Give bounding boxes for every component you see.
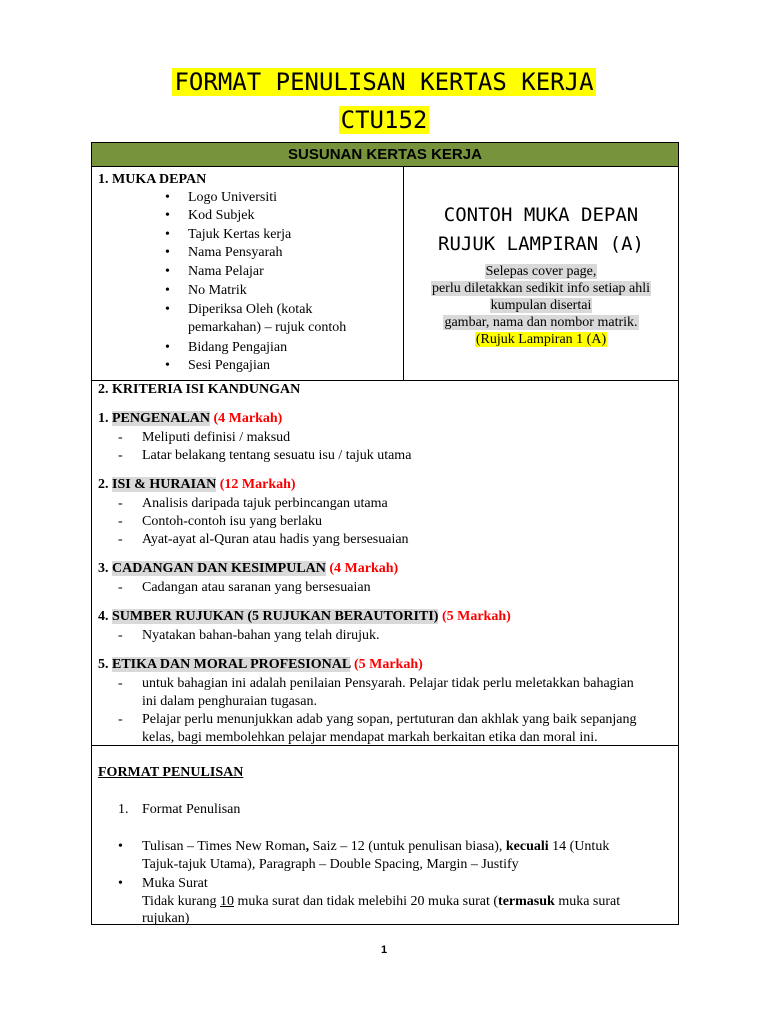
format-heading: FORMAT PENULISAN xyxy=(98,765,244,780)
dash-icon: - xyxy=(118,628,123,643)
kriteria-heading: 2. KRITERIA ISI KANDUNGAN xyxy=(98,382,301,397)
list-item: Ayat-ayat al-Quran atau hadis yang bersesuaian xyxy=(142,532,409,547)
kriteria-cell xyxy=(92,380,678,745)
list-item: untuk bahagian ini adalah penilaian Pensyarah. Pelajar tidak perlu meletakkan bahagian xyxy=(142,676,634,691)
contoh-title: CONTOH MUKA DEPAN xyxy=(443,204,639,226)
list-item: Sesi Pengajian xyxy=(188,358,271,373)
bullet-icon: • xyxy=(118,876,123,891)
dash-icon: - xyxy=(118,712,123,727)
bullet-icon: • xyxy=(118,839,123,854)
structure-table xyxy=(91,142,679,925)
bullet-icon: • xyxy=(165,245,170,260)
bullet-icon: • xyxy=(165,283,170,298)
page-rule-title: Muka Surat xyxy=(142,876,208,891)
list-item: Latar belakang tentang sesuatu isu / tajuk utama xyxy=(142,448,412,463)
bullet-icon: • xyxy=(165,264,170,279)
note-line: gambar, nama dan nombor matrik. xyxy=(444,315,638,330)
list-item: Bidang Pengajian xyxy=(188,340,288,355)
section-heading: 2. ISI & HURAIAN (12 Markah) xyxy=(98,477,296,492)
dash-icon: - xyxy=(118,448,123,463)
numbered-item-text: Format Penulisan xyxy=(142,802,241,817)
contoh-cell xyxy=(404,167,678,380)
muka-depan-heading: 1. MUKA DEPAN xyxy=(98,172,207,187)
page-rule-line: Tidak kurang 10 muka surat dan tidak melebihi 20 muka surat (termasuk muka surat xyxy=(142,894,621,909)
section-heading: 5. ETIKA DAN MORAL PROFESIONAL (5 Markah) xyxy=(98,657,423,672)
list-item: Cadangan atau saranan yang bersesuaian xyxy=(142,580,371,595)
note-line: perlu diletakkan sedikit info setiap ahli xyxy=(431,281,651,296)
section-heading: 1. PENGENALAN (4 Markah) xyxy=(98,411,283,426)
page-rule-line-3: rujukan) xyxy=(142,911,190,926)
list-item: Diperiksa Oleh (kotak xyxy=(188,302,313,317)
note-line: kumpulan disertai xyxy=(490,298,592,313)
section-heading: 4. SUMBER RUJUKAN (5 RUJUKAN BERAUTORITI) (5 Markah) xyxy=(98,609,511,624)
lampiran-title: RUJUK LAMPIRAN (A) xyxy=(438,233,644,255)
list-item-continued: kelas, bagi membolehkan pelajar mendapat markah berkaitan etika dan moral ini. xyxy=(142,730,598,745)
list-item: Nyatakan bahan-bahan yang telah dirujuk. xyxy=(142,628,380,643)
dash-icon: - xyxy=(118,532,123,547)
format-cell xyxy=(92,745,678,924)
bullet-icon: • xyxy=(165,208,170,223)
list-item: Logo Universiti xyxy=(188,190,278,205)
bullet-icon: • xyxy=(165,302,170,317)
list-item-continued: ini dalam penghuraian tugasan. xyxy=(142,694,317,709)
numbered-item-number: 1. xyxy=(118,802,129,817)
bullet-icon: • xyxy=(165,358,170,373)
page-number: 1 xyxy=(380,944,388,956)
font-rule-line: Tulisan – Times New Roman, Saiz – 12 (untuk penulisan biasa), kecuali 14 (Untuk xyxy=(142,839,610,854)
course-code: CTU152 xyxy=(340,106,428,134)
list-item: Tajuk Kertas kerja xyxy=(188,227,292,242)
list-item-continued: pemarkahan) – rujuk contoh xyxy=(188,320,347,335)
list-item: Nama Pensyarah xyxy=(188,245,283,260)
bullet-icon: • xyxy=(165,340,170,355)
muka-depan-cell xyxy=(92,167,404,380)
lampiran-reference: (Rujuk Lampiran 1 (A) xyxy=(475,332,607,347)
list-item: No Matrik xyxy=(188,283,247,298)
bullet-icon: • xyxy=(165,190,170,205)
list-item: Meliputi definisi / maksud xyxy=(142,430,291,445)
list-item: Nama Pelajar xyxy=(188,264,264,279)
dash-icon: - xyxy=(118,430,123,445)
list-item: Analisis daripada tajuk perbincangan utama xyxy=(142,496,388,511)
dash-icon: - xyxy=(118,514,123,529)
note-line: Selepas cover page, xyxy=(485,264,597,279)
list-item: Pelajar perlu menunjukkan adab yang sopan, pertuturan dan akhlak yang baik sepanjang xyxy=(142,712,637,727)
bullet-icon: • xyxy=(165,227,170,242)
font-rule-line-2: Tajuk-tajuk Utama), Paragraph – Double Spacing, Margin – Justify xyxy=(142,857,519,872)
list-item: Contoh-contoh isu yang berlaku xyxy=(142,514,323,529)
dash-icon: - xyxy=(118,496,123,511)
document-title: FORMAT PENULISAN KERTAS KERJA xyxy=(174,68,594,96)
dash-icon: - xyxy=(118,676,123,691)
dash-icon: - xyxy=(118,580,123,595)
list-item: Kod Subjek xyxy=(188,208,255,223)
section-heading: 3. CADANGAN DAN KESIMPULAN (4 Markah) xyxy=(98,561,399,576)
table-header: SUSUNAN KERTAS KERJA xyxy=(92,143,678,167)
